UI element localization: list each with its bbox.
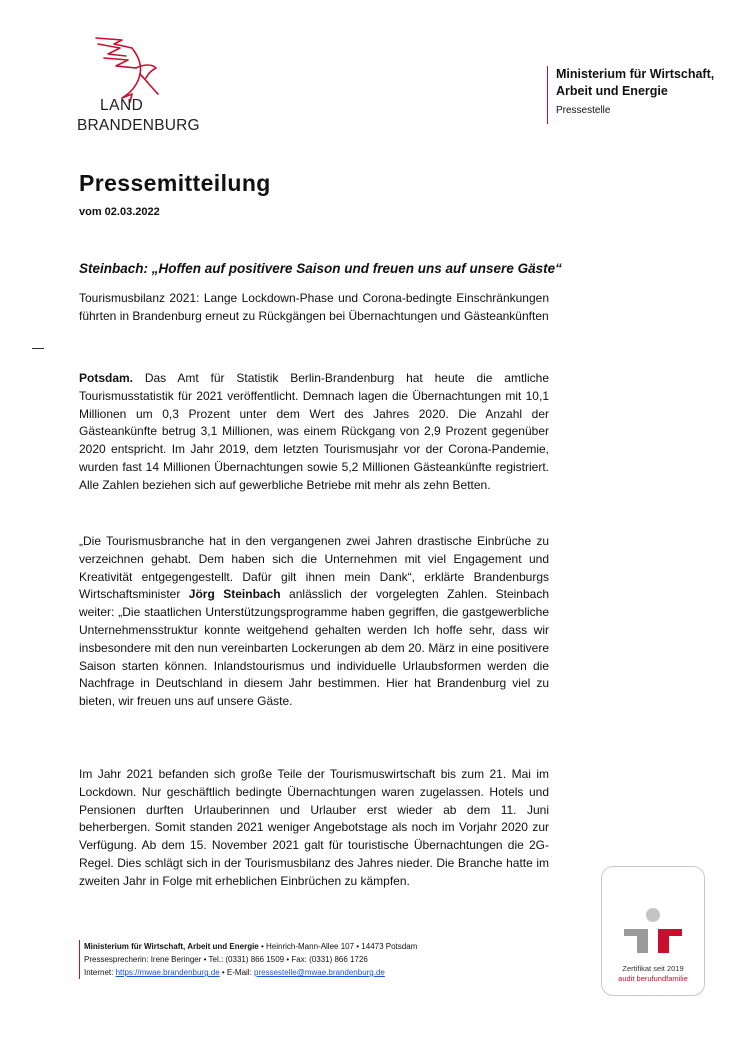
intro-paragraph: Tourismusbilanz 2021: Lange Lockdown-Phase und Corona-bedingte Einschränkungen führten in Brandenburg erneut zu Rückgängen bei Übernachtungen und Gästeankünften <box>79 291 549 323</box>
logo-text-brandenburg: BRANDENBURG <box>77 117 200 134</box>
paragraph-2 <box>79 533 549 711</box>
paragraph-1-text: Das Amt für Statistik Berlin-Brandenburg hat heute die amtliche Tourismusstatistik für 2021 veröffentlicht. Demnach lagen die Übernachtungen mit 10,1 Millionen um 0,3 Prozent unter dem Wert des Jahres 2020. Die Anzahl der Gästeankünfte betrug 3,1 Millionen, was einem Rückgang von 2,9 Prozent gegenüber 2020 entspricht. Im Jahr 2019, dem letzten Tourismusjahr vor der Corona-Pandemie, wurden fast 14 Millionen Übernachtungen sowie 5,2 Millionen Gästeankünfte registriert. Alle Zahlen beziehen sich auf gewerbliche Betriebe mit mehr als zehn Betten. <box>79 371 549 492</box>
logo-text-land: LAND <box>100 97 144 114</box>
certificate-year: Zertifikat seit 2019 <box>622 964 684 973</box>
email-link[interactable]: pressestelle@mwae.brandenburg.de <box>254 968 385 977</box>
minister-name: Jörg Steinbach <box>188 587 281 602</box>
page-title: Pressemitteilung <box>79 170 271 196</box>
footer-contact <box>79 940 417 979</box>
footer-line-3 <box>84 966 417 979</box>
footer-address: • Heinrich-Mann-Allee 107 • 14473 Potsdam <box>258 942 418 951</box>
paragraph-2-text-b: anlässlich der vorgelegten Zahlen. Steinbach weiter: „Die staatlichen Unterstützungsprogramme haben gegriffen, die gastgewerbliche Unternehmensstruktur konnte weitgehend gehalten werden Ich hoffe sehr, dass wir insbesondere mit den nun vereinbarten Lockerungen ab dem 20. März in eine positivere Saison starten können. Inlandstourismus und individuelle Urlaubsformen werden die Nachfrage in Deutschland in diesem Jahr bestimmen. Hier hat Brandenburg viel zu bieten, wir freuen uns auf unsere Gäste. <box>79 587 549 709</box>
eagle-icon <box>92 34 182 104</box>
release-date: vom 02.03.2022 <box>79 206 160 218</box>
footer-org: Ministerium für Wirtschaft, Arbeit und Energie <box>84 942 259 951</box>
certificate-badge <box>601 866 705 996</box>
ministry-department: Pressestelle <box>556 105 611 116</box>
ministry-header <box>547 66 736 124</box>
dateline: Potsdam. <box>79 371 134 385</box>
internet-label: Internet: <box>84 968 116 977</box>
certificate-name: audit berufundfamilie <box>618 974 688 983</box>
website-link[interactable]: https://mwae.brandenburg.de <box>115 968 220 977</box>
audit-logo-icon <box>602 867 704 962</box>
fold-mark <box>32 348 44 349</box>
paragraph-3: Im Jahr 2021 befanden sich große Teile der Tourismuswirtschaft bis zum 21. Mai im Lockdown. Nur geschäftlich bedingte Übernachtungen waren zugelassen. Hotels und Pensionen durften Urlauberinnen und Urlauber erst wieder ab dem 11. Juni beherbergen. Somit standen 2021 weniger Angebotstage als noch im Vorjahr 2020 zur Verfügung. Ab dem 15. November 2021 galt für touristische Übernachtungen die 2G-Regel. Dies schlägt sich in der Tourismusbilanz des Jahres nieder. Die Branche hatte im zweiten Jahr in Folge mit erheblichen Einbrüchen zu kämpfen. <box>79 767 549 888</box>
email-label: • E-Mail: <box>219 968 255 977</box>
footer-line-2: Pressesprecherin: Irene Beringer • Tel.: (0331) 866 1509 • Fax: (0331) 866 1726 <box>84 955 368 964</box>
paragraph-1 <box>79 370 549 495</box>
headline: Steinbach: „Hoffen auf positivere Saison und freuen uns auf unsere Gäste“ <box>79 261 562 276</box>
paragraph-2-text-a: „Die Tourismusbranche hat in den vergangenen zwei Jahren drastische Einbrüche zu verzeichnen gehabt. Dem haben sich die Unternehmen mit viel Engagement und Kreativität entgegengestellt. Dafür gilt ihnen mein Dank“, erklärte Brandenburgs Wirtschaftsminister <box>79 534 549 602</box>
land-brandenburg-logo <box>74 34 214 138</box>
footer-line-1 <box>84 940 417 953</box>
ministry-name: Ministerium für Wirtschaft, Arbeit und Energie <box>556 67 715 98</box>
